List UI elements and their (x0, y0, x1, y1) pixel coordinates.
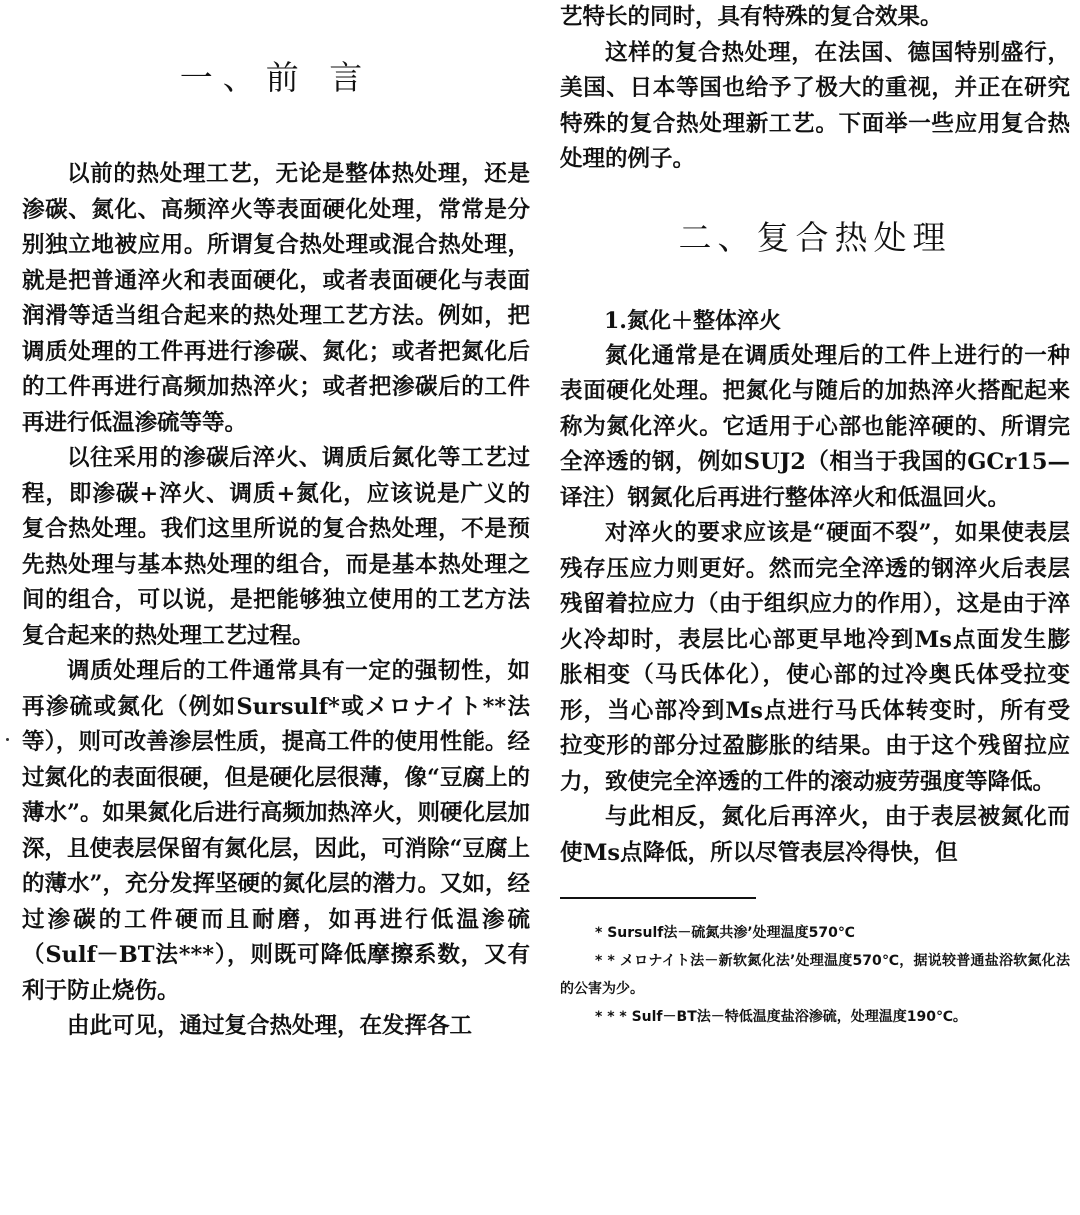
paragraph: 调质处理后的工件通常具有一定的强韧性，如再渗硫或氮化（例如Sursulf*或メロナイト**法等），则可改善渗层性质，提高工件的使用性能。经过氮化的表面很硬，但是硬化层很薄，像“豆腐上的薄水”。如果氮化后进行高频加热淬火，则硬化层加深，且使表层保留有氮化层，因此，可消除“豆腐上的薄水”，充分发挥坚硬的氮化层的潜力。又如，经过渗碳的工件硬而且耐磨，如再进行低温渗硫（Sulf－BT法***），则既可降低摩擦系数，又有利于防止烧伤。 (22, 658, 530, 1004)
paragraph: 这样的复合热处理，在法国、德国特别盛行，美国、日本等国也给予了极大的重视，并正在研究特殊的复合热处理新工艺。下面举一些应用复合热处理的例子。 (560, 39, 1070, 172)
section-heading-compound-heat-treatment: 二、复合热处理 (678, 217, 952, 257)
footnote: * * メロナイト法－新软氮化法’处理温度570℃，据说较普通盐浴软氮化法的公害为少。 (560, 953, 1070, 997)
footnote: * Sursulf法－硫氮共渗’处理温度570℃ (595, 925, 855, 941)
paragraph: 对淬火的要求应该是“硬面不裂”，如果使表层残存压应力则更好。然而完全淬透的钢淬火后表层残留着拉应力（由于组织应力的作用），这是由于淬火冷却时，表层比心部更早地冷到Ms点面发生膨胀相变（马氏体化），使心部的过冷奥氏体受拉变形，当心部冷到Ms点进行马氏体转变时，所有受拉变形的部分过盈膨胀的结果。由于这个残留拉应力，致使完全淬透的工件的滚动疲劳强度等降低。 (560, 520, 1070, 795)
left-column (22, 0, 530, 1045)
right-column (560, 0, 1070, 1031)
footnote: * * * Sulf－BT法－特低温度盐浴渗硫，处理温度190℃。 (595, 1009, 967, 1025)
paragraph: 以往采用的渗碳后淬火、调质后氮化等工艺过程，即渗碳+淬火、调质+氮化，应该说是广义的复合热处理。我们这里所说的复合热处理，不是预先热处理与基本热处理的组合，而是基本热处理之间的组合，可以说，是把能够独立使用的工艺方法复合起来的热处理工艺过程。 (22, 445, 530, 649)
paragraph: 氮化通常是在调质处理后的工件上进行的一种表面硬化处理。把氮化与随后的加热淬火搭配起来称为氮化淬火。它适用于心部也能淬硬的、所谓完全淬透的钢，例如SUJ2（相当于我国的GCr15—译注）钢氮化后再进行整体淬火和低温回火。 (560, 342, 1070, 511)
section-heading-preface: 一、前 言 (179, 58, 373, 97)
paragraph: 以前的热处理工艺，无论是整体热处理，还是渗碳、氮化、高频淬火等表面硬化处理，常常是分别独立地被应用。所谓复合热处理或混合热处理，就是把普通淬火和表面硬化，或者表面硬化与表面润滑等适当组合起来的热处理工艺方法。例如，把调质处理的工件再进行渗碳、氮化；或者把氮化后的工件再进行高频加热淬火；或者把渗碳后的工件再进行低温渗硫等等。 (22, 161, 530, 436)
paragraph-continuation: 艺特长的同时，具有特殊的复合效果。 (560, 4, 943, 30)
subsection-heading: 1.氮化＋整体淬火 (604, 307, 781, 334)
footnote-divider (560, 897, 756, 899)
paragraph: 由此可见，通过复合热处理，在发挥各工 (67, 1013, 473, 1039)
stray-mark (6, 738, 9, 741)
paragraph: 与此相反，氮化后再淬火，由于表层被氮化而使Ms点降低，所以尽管表层冷得快，但 (560, 804, 1070, 866)
